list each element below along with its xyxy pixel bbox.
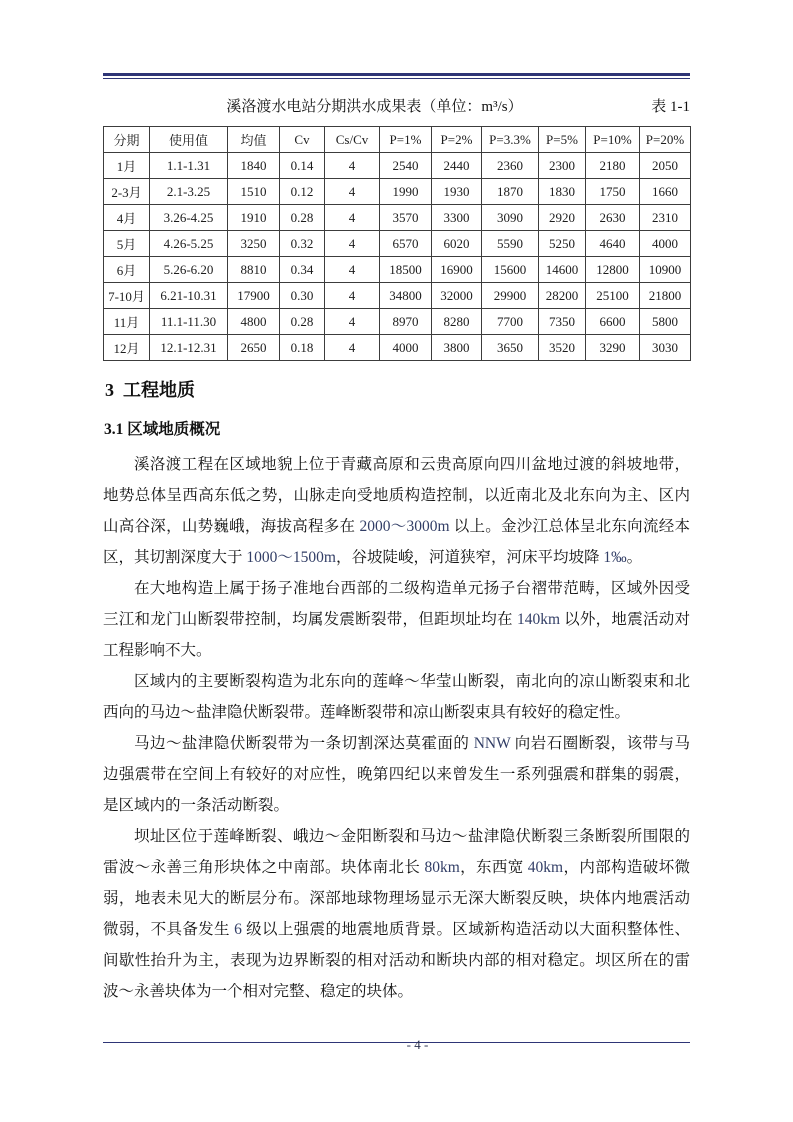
- table-cell: 7700: [482, 309, 539, 335]
- paragraph: [103, 666, 690, 728]
- column-header: P=5%: [539, 127, 586, 153]
- table-cell: 1990: [380, 179, 432, 205]
- table-cell: 4800: [228, 309, 280, 335]
- table-row: [104, 205, 691, 231]
- text-run: 区域内的主要断裂构造为北东向的莲峰～华莹山断裂，南北向的凉山断裂束和北西向的马边～盐津隐伏断裂带。莲峰断裂带和凉山断裂束具有较好的稳定性。: [103, 673, 690, 721]
- numeric-run: 140km: [516, 611, 561, 628]
- table-cell: 2300: [539, 153, 586, 179]
- table-cell: 3290: [586, 335, 640, 361]
- table-cell: 12800: [586, 257, 640, 283]
- table-cell: 4: [325, 335, 380, 361]
- text-run: ，东西宽: [459, 859, 528, 876]
- column-header: 使用值: [150, 127, 228, 153]
- table-cell: 29900: [482, 283, 539, 309]
- table-cell: 8810: [228, 257, 280, 283]
- text-run: 马边～盐津隐伏断裂带为一条切割深达莫霍面的: [134, 735, 474, 752]
- body-paragraphs: [103, 449, 690, 1007]
- column-header: P=10%: [586, 127, 640, 153]
- page-content: [103, 73, 690, 1007]
- text-run: 在大地构造上属于扬子准地台西部的二级构造单元扬子台褶带范畴，区域外因受三江和龙门山断裂带控制，均属发震断裂带，但距坝址均在: [103, 580, 690, 628]
- table-cell: 1.1-1.31: [150, 153, 228, 179]
- numeric-run: 80km: [424, 859, 460, 876]
- text-run: 溪洛渡工程在区域地貌上位于青藏高原和云贵高原向四川盆地过渡的斜坡地带，地势总体呈西高东低之势，山脉走向受地质构造控制，以近南北及北东向为主、区内山高谷深，山势巍峨，海拔高程多在: [103, 456, 690, 535]
- column-header: 分期: [104, 127, 150, 153]
- subsection-heading: 3.1 区域地质概况: [104, 421, 221, 438]
- table-cell: 4640: [586, 231, 640, 257]
- table-cell: 3520: [539, 335, 586, 361]
- paragraph: [103, 449, 690, 573]
- table-cell: 4: [325, 179, 380, 205]
- table-cell: 6570: [380, 231, 432, 257]
- table-cell: 2650: [228, 335, 280, 361]
- table-cell: 12月: [104, 335, 150, 361]
- section-heading: 3 工程地质: [105, 380, 195, 400]
- table-cell: 2.1-3.25: [150, 179, 228, 205]
- text-run: 级以上强震的地震地质背景。区域新构造活动以大面积整体性、间歇性抬升为主，表现为边界断裂的相对活动和断块内部的相对稳定。坝区所在的雷波～永善块体为一个相对完整、稳定的块体。: [103, 921, 690, 1000]
- table-cell: 3300: [432, 205, 482, 231]
- column-header: P=3.3%: [482, 127, 539, 153]
- paragraph: [103, 728, 690, 821]
- table-cell: 11月: [104, 309, 150, 335]
- table-cell: 1930: [432, 179, 482, 205]
- page-footer: [103, 1037, 690, 1052]
- table-row: [104, 309, 691, 335]
- table-cell: 8280: [432, 309, 482, 335]
- table-cell: 1870: [482, 179, 539, 205]
- table-cell: 15600: [482, 257, 539, 283]
- table-cell: 6.21-10.31: [150, 283, 228, 309]
- table-cell: 4: [325, 257, 380, 283]
- table-cell: 25100: [586, 283, 640, 309]
- table-cell: 4月: [104, 205, 150, 231]
- table-cell: 0.28: [280, 205, 325, 231]
- table-cell: 2360: [482, 153, 539, 179]
- table-caption-row: [103, 95, 690, 119]
- text-run: 坝址区位于莲峰断裂、峨边～金阳断裂和马边～盐津隐伏断裂三条断裂所围限的雷波～永善三角形块体之中南部。块体南北长: [103, 828, 690, 876]
- table-cell: 5月: [104, 231, 150, 257]
- table-cell: 1510: [228, 179, 280, 205]
- column-header: 均值: [228, 127, 280, 153]
- table-cell: 0.12: [280, 179, 325, 205]
- table-cell: 2310: [640, 205, 691, 231]
- table-cell: 2050: [640, 153, 691, 179]
- numeric-run: 2000～3000m: [359, 518, 450, 535]
- table-cell: 4: [325, 309, 380, 335]
- table-number: 表 1-1: [651, 99, 690, 115]
- table-cell: 3.26-4.25: [150, 205, 228, 231]
- table-cell: 2180: [586, 153, 640, 179]
- table-cell: 10900: [640, 257, 691, 283]
- table-cell: 2920: [539, 205, 586, 231]
- column-header: P=2%: [432, 127, 482, 153]
- numeric-run: 40km: [527, 859, 564, 876]
- table-cell: 2630: [586, 205, 640, 231]
- table-cell: 6020: [432, 231, 482, 257]
- table-cell: 3800: [432, 335, 482, 361]
- table-cell: 1660: [640, 179, 691, 205]
- table-cell: 0.14: [280, 153, 325, 179]
- table-cell: 4000: [640, 231, 691, 257]
- page-number: - 4 -: [406, 1037, 429, 1052]
- table-row: [104, 179, 691, 205]
- table-cell: 3250: [228, 231, 280, 257]
- table-row: [104, 257, 691, 283]
- table-cell: 4: [325, 153, 380, 179]
- table-cell: 0.18: [280, 335, 325, 361]
- flood-results-table: [103, 126, 691, 361]
- table-row: [104, 153, 691, 179]
- text-run: ，谷坡陡峻，河道狭窄，河床平均坡降: [335, 549, 604, 566]
- table-cell: 11.1-11.30: [150, 309, 228, 335]
- paragraph: [103, 573, 690, 666]
- table-cell: 4000: [380, 335, 432, 361]
- column-header: Cs/Cv: [325, 127, 380, 153]
- text-run: 以上。金沙江总体呈北东向流经本区，其切割深度大于: [103, 518, 690, 566]
- table-cell: 3030: [640, 335, 691, 361]
- table-cell: 7350: [539, 309, 586, 335]
- table-cell: 7-10月: [104, 283, 150, 309]
- table-cell: 4: [325, 231, 380, 257]
- table-cell: 6月: [104, 257, 150, 283]
- table-cell: 34800: [380, 283, 432, 309]
- table-cell: 4: [325, 283, 380, 309]
- table-cell: 2440: [432, 153, 482, 179]
- column-header: P=1%: [380, 127, 432, 153]
- table-cell: 28200: [539, 283, 586, 309]
- numeric-run: NNW: [473, 735, 511, 752]
- table-cell: 3570: [380, 205, 432, 231]
- table-cell: 5800: [640, 309, 691, 335]
- table-cell: 1830: [539, 179, 586, 205]
- table-cell: 0.32: [280, 231, 325, 257]
- text-run: ，内部构造破坏微弱，地表未见大的断层分布。深部地球物理场显示无深大断裂反映，块体内地震活动微弱，不具备发生: [103, 859, 690, 938]
- paragraph: [103, 821, 690, 1007]
- table-cell: 1750: [586, 179, 640, 205]
- table-cell: 17900: [228, 283, 280, 309]
- table-cell: 5590: [482, 231, 539, 257]
- table-cell: 0.28: [280, 309, 325, 335]
- table-cell: 0.34: [280, 257, 325, 283]
- table-row: [104, 283, 691, 309]
- table-cell: 12.1-12.31: [150, 335, 228, 361]
- numeric-run: 6: [234, 921, 242, 938]
- table-cell: 1月: [104, 153, 150, 179]
- numeric-run: 1‰: [603, 549, 627, 566]
- table-caption: 溪洛渡水电站分期洪水成果表（单位：m³/s）: [226, 99, 523, 115]
- table-row: [104, 231, 691, 257]
- table-cell: 2540: [380, 153, 432, 179]
- table-cell: 2-3月: [104, 179, 150, 205]
- table-cell: 21800: [640, 283, 691, 309]
- numeric-run: 1000～1500m: [246, 549, 336, 566]
- table-cell: 1840: [228, 153, 280, 179]
- table-cell: 5.26-6.20: [150, 257, 228, 283]
- table-cell: 16900: [432, 257, 482, 283]
- column-header: P=20%: [640, 127, 691, 153]
- table-cell: 0.30: [280, 283, 325, 309]
- table-cell: 18500: [380, 257, 432, 283]
- table-cell: 14600: [539, 257, 586, 283]
- table-cell: 8970: [380, 309, 432, 335]
- table-header-row: [104, 127, 691, 153]
- table-cell: 5250: [539, 231, 586, 257]
- table-cell: 6600: [586, 309, 640, 335]
- text-run: 以外，地震活动对工程影响不大。: [103, 611, 690, 659]
- table-cell: 4: [325, 205, 380, 231]
- table-cell: 32000: [432, 283, 482, 309]
- table-row: [104, 335, 691, 361]
- text-run: 。: [626, 549, 643, 566]
- text-run: 向岩石圈断裂，该带与马边强震带在空间上有较好的对应性，晚第四纪以来曾发生一系列强震和群集的弱震，是区域内的一条活动断裂。: [103, 735, 690, 814]
- column-header: Cv: [280, 127, 325, 153]
- table-cell: 3090: [482, 205, 539, 231]
- table-cell: 4.26-5.25: [150, 231, 228, 257]
- table-cell: 3650: [482, 335, 539, 361]
- header-divider: [103, 73, 690, 79]
- table-cell: 1910: [228, 205, 280, 231]
